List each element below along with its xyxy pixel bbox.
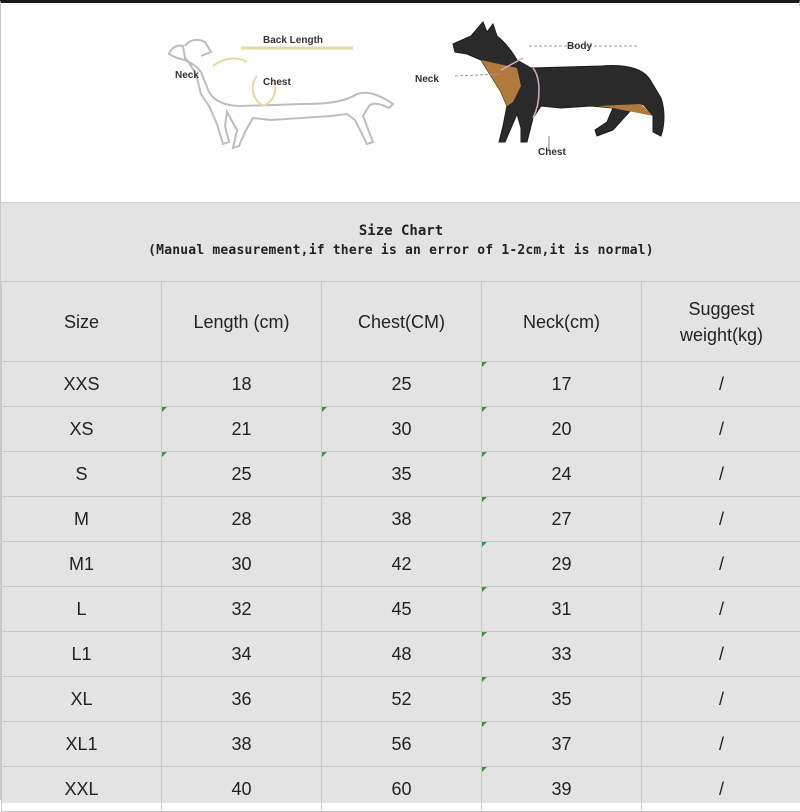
cell-value: 31 <box>551 599 571 619</box>
cell-value: L <box>76 599 86 619</box>
cell-value: 30 <box>391 419 411 439</box>
measurement-illustration <box>1 6 800 202</box>
cell-value: / <box>719 419 724 439</box>
cell-value: 60 <box>391 779 411 799</box>
cell-value: 29 <box>551 554 571 574</box>
cell-suggest-weight <box>642 497 800 542</box>
cell-size <box>2 632 162 677</box>
cell-value: 38 <box>231 734 251 754</box>
table-row <box>2 362 800 407</box>
cell-value: / <box>719 464 724 484</box>
size-table <box>1 281 800 812</box>
corner-marker <box>162 452 167 457</box>
dog-diagrams <box>1 6 800 202</box>
cell-value: XXL <box>64 779 98 799</box>
cell-value: 35 <box>551 689 571 709</box>
cell-chest <box>322 767 482 812</box>
cell-chest <box>322 452 482 497</box>
cell-size <box>2 497 162 542</box>
cell-chest <box>322 407 482 452</box>
cell-value: / <box>719 554 724 574</box>
cell-length <box>162 362 322 407</box>
cell-neck <box>482 452 642 497</box>
cell-value: 33 <box>551 644 571 664</box>
cell-value: 35 <box>391 464 411 484</box>
cell-value: S <box>75 464 87 484</box>
cell-value: 36 <box>231 689 251 709</box>
cell-value: 20 <box>551 419 571 439</box>
cell-suggest-weight <box>642 407 800 452</box>
cell-suggest-weight <box>642 632 800 677</box>
cell-chest <box>322 632 482 677</box>
cell-value: XL1 <box>65 734 97 754</box>
header-length: Length (cm) <box>162 282 322 362</box>
cell-size <box>2 542 162 587</box>
cell-value: 17 <box>551 374 571 394</box>
cell-value: / <box>719 374 724 394</box>
chart-title: Size Chart <box>1 223 800 239</box>
cell-value: / <box>719 734 724 754</box>
cell-value: M1 <box>69 554 94 574</box>
cell-suggest-weight <box>642 587 800 632</box>
cell-size <box>2 722 162 767</box>
cell-chest <box>322 587 482 632</box>
corner-marker <box>482 722 487 727</box>
cell-value: 40 <box>231 779 251 799</box>
cell-length <box>162 632 322 677</box>
cell-size <box>2 767 162 812</box>
table-row <box>2 497 800 542</box>
cell-value: 27 <box>551 509 571 529</box>
corner-marker <box>482 767 487 772</box>
cell-value: / <box>719 779 724 799</box>
cell-value: 52 <box>391 689 411 709</box>
cell-size <box>2 362 162 407</box>
table-row <box>2 542 800 587</box>
cell-value: 37 <box>551 734 571 754</box>
chart-subtitle: (Manual measurement,if there is an error of 1-2cm,it is normal) <box>1 243 800 258</box>
corner-marker <box>482 452 487 457</box>
cell-suggest-weight <box>642 767 800 812</box>
cell-suggest-weight <box>642 722 800 767</box>
cell-value: XS <box>69 419 93 439</box>
cell-chest <box>322 497 482 542</box>
corner-marker <box>482 542 487 547</box>
cell-chest <box>322 677 482 722</box>
cell-neck <box>482 542 642 587</box>
cell-value: 28 <box>231 509 251 529</box>
cell-neck <box>482 767 642 812</box>
cell-neck <box>482 497 642 542</box>
cell-value: 38 <box>391 509 411 529</box>
cell-value: 42 <box>391 554 411 574</box>
label-chest-right: Chest <box>538 147 566 158</box>
cell-length <box>162 497 322 542</box>
cell-length <box>162 767 322 812</box>
table-row <box>2 452 800 497</box>
size-chart <box>1 202 800 803</box>
cell-value: 30 <box>231 554 251 574</box>
table-row <box>2 722 800 767</box>
table-row <box>2 767 800 812</box>
cell-size <box>2 587 162 632</box>
corner-marker <box>482 632 487 637</box>
cell-value: M <box>74 509 89 529</box>
header-neck: Neck(cm) <box>482 282 642 362</box>
cell-value: XXS <box>63 374 99 394</box>
cell-neck <box>482 632 642 677</box>
cell-value: 18 <box>231 374 251 394</box>
outline-dog-diagram <box>169 35 393 148</box>
cell-value: / <box>719 599 724 619</box>
corner-marker <box>322 407 327 412</box>
table-row <box>2 632 800 677</box>
cell-chest <box>322 722 482 767</box>
cell-length <box>162 542 322 587</box>
cell-chest <box>322 362 482 407</box>
cell-length <box>162 677 322 722</box>
label-chest-left: Chest <box>263 77 291 88</box>
cell-chest <box>322 542 482 587</box>
cell-value: 25 <box>231 464 251 484</box>
corner-marker <box>482 407 487 412</box>
header-suggest-weight: Suggest weight(kg) <box>642 282 800 362</box>
cell-suggest-weight <box>642 677 800 722</box>
corner-marker <box>162 407 167 412</box>
cell-length <box>162 722 322 767</box>
table-row <box>2 407 800 452</box>
table-header-row <box>2 282 800 362</box>
header-size: Size <box>2 282 162 362</box>
table-body <box>2 362 800 812</box>
cell-value: 56 <box>391 734 411 754</box>
cell-value: 48 <box>391 644 411 664</box>
cell-suggest-weight <box>642 452 800 497</box>
label-neck-right: Neck <box>415 74 439 85</box>
cell-value: 21 <box>231 419 251 439</box>
cell-value: / <box>719 644 724 664</box>
cell-size <box>2 407 162 452</box>
cell-size <box>2 677 162 722</box>
table-row <box>2 677 800 722</box>
cell-length <box>162 587 322 632</box>
cell-value: / <box>719 689 724 709</box>
cell-value: 32 <box>231 599 251 619</box>
cell-neck <box>482 407 642 452</box>
cell-length <box>162 452 322 497</box>
cell-value: 24 <box>551 464 571 484</box>
cell-value: 34 <box>231 644 251 664</box>
cell-value: XL <box>70 689 92 709</box>
cell-value: 25 <box>391 374 411 394</box>
corner-marker <box>322 452 327 457</box>
cell-suggest-weight <box>642 542 800 587</box>
cell-neck <box>482 362 642 407</box>
cell-length <box>162 407 322 452</box>
shepherd-dog-diagram <box>415 22 664 158</box>
header-chest: Chest(CM) <box>322 282 482 362</box>
cell-neck <box>482 587 642 632</box>
cell-value: 45 <box>391 599 411 619</box>
label-neck-left: Neck <box>175 70 199 81</box>
table-row <box>2 587 800 632</box>
label-body: Body <box>567 41 592 52</box>
cell-neck <box>482 722 642 767</box>
corner-marker <box>482 497 487 502</box>
cell-value: L1 <box>71 644 91 664</box>
corner-marker <box>482 677 487 682</box>
cell-neck <box>482 677 642 722</box>
cell-suggest-weight <box>642 362 800 407</box>
label-back-length: Back Length <box>263 35 323 46</box>
corner-marker <box>482 362 487 367</box>
cell-value: 39 <box>551 779 571 799</box>
cell-value: / <box>719 509 724 529</box>
corner-marker <box>482 587 487 592</box>
chart-header <box>1 203 800 281</box>
cell-size <box>2 452 162 497</box>
